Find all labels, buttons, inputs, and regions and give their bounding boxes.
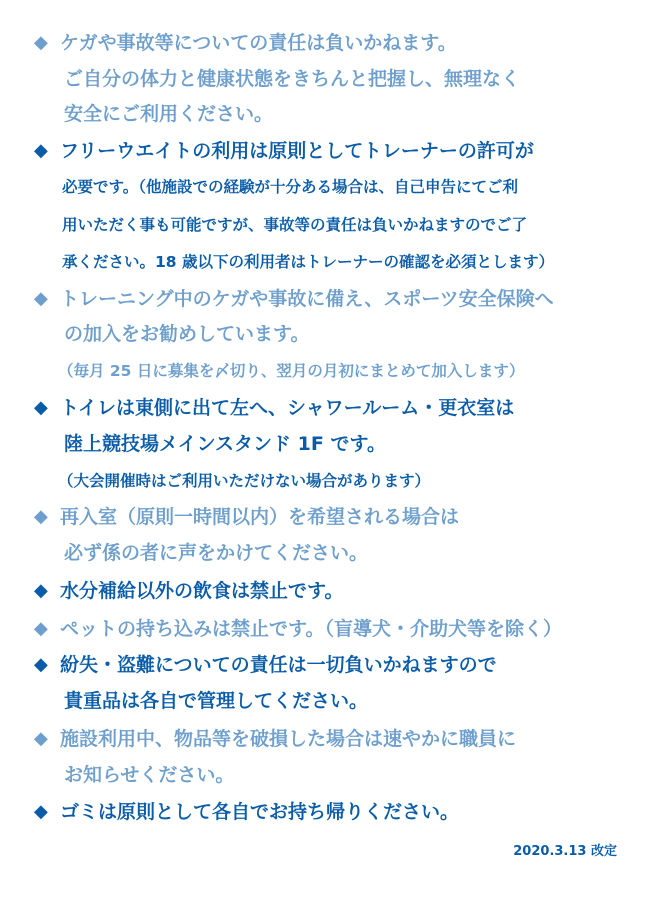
rule-5-line-2: 必ず係の者に声をかけてください。 [64, 542, 369, 564]
rule-1-line-1: ケガや事故等についての責任は負いかねます。 [60, 32, 457, 54]
bullet-diamond-icon: ◆ [34, 728, 48, 749]
bullet-diamond-icon: ◆ [34, 140, 48, 161]
rule-1-line-2: ご自分の体力と健康状態をきちんと把握し、無理なく [64, 68, 521, 90]
bullet-diamond-icon: ◆ [34, 288, 48, 309]
bullet-diamond-icon: ◆ [34, 618, 48, 639]
bullet-diamond-icon: ◆ [34, 397, 48, 418]
rule-2-line-4: 承ください。18 歳以下の利用者はトレーナーの確認を必須とします） [62, 253, 554, 271]
bullet-diamond-icon: ◆ [34, 506, 48, 527]
rule-6-line-1: 水分補給以外の飲食は禁止です。 [60, 580, 344, 602]
rule-1-line-3: 安全にご利用ください。 [64, 103, 274, 125]
bullet-diamond-icon: ◆ [34, 580, 48, 601]
bullet-diamond-icon: ◆ [34, 801, 48, 822]
rule-3-line-2: の加入をお勧めしています。 [64, 323, 310, 345]
rule-2-line-3: 用いただく事も可能ですが、事故等の責任は負いかねますのでご了 [62, 216, 528, 234]
rule-2-line-1: フリーウエイトの利用は原則としてトレーナーの許可が [60, 140, 534, 162]
rule-3-line-1: トレーニング中のケガや事故に備え、スポーツ安全保険へ [60, 288, 554, 310]
rule-4-line-2: 陸上競技場メインスタンド 1F です。 [64, 433, 386, 455]
rule-10-line-1: ゴミは原則として各自でお持ち帰りください。 [60, 801, 460, 823]
rule-4-line-1: トイレは東側に出て左へ、シャワールーム・更衣室は [60, 397, 515, 419]
rule-2-line-2: 必要です。（他施設での経験が十分ある場合は、自己申告にてご利 [62, 178, 519, 196]
rule-9-line-2: お知らせください。 [64, 764, 235, 786]
bullet-diamond-icon: ◆ [34, 32, 48, 53]
rule-4-line-3: （大会開催時はご利用いただけない場合があります） [58, 472, 431, 490]
rule-7-line-1: ペットの持ち込みは禁止です。（盲導犬・介助犬等を除く） [60, 618, 562, 640]
revision-date: 2020.3.13 改定 [513, 844, 617, 859]
rule-8-line-1: 紛失・盗難についての責任は一切負いかねますので [60, 654, 497, 676]
rule-9-line-1: 施設利用中、物品等を破損した場合は速やかに職員に [60, 728, 517, 750]
rule-5-line-1: 再入室（原則一時間以内）を希望される場合は [60, 506, 460, 528]
rule-3-line-3: （毎月 25 日に募集を〆切り、翌月の月初にまとめて加入します） [58, 362, 525, 380]
bullet-diamond-icon: ◆ [34, 654, 48, 675]
rule-8-line-2: 貴重品は各自で管理してください。 [64, 690, 369, 712]
